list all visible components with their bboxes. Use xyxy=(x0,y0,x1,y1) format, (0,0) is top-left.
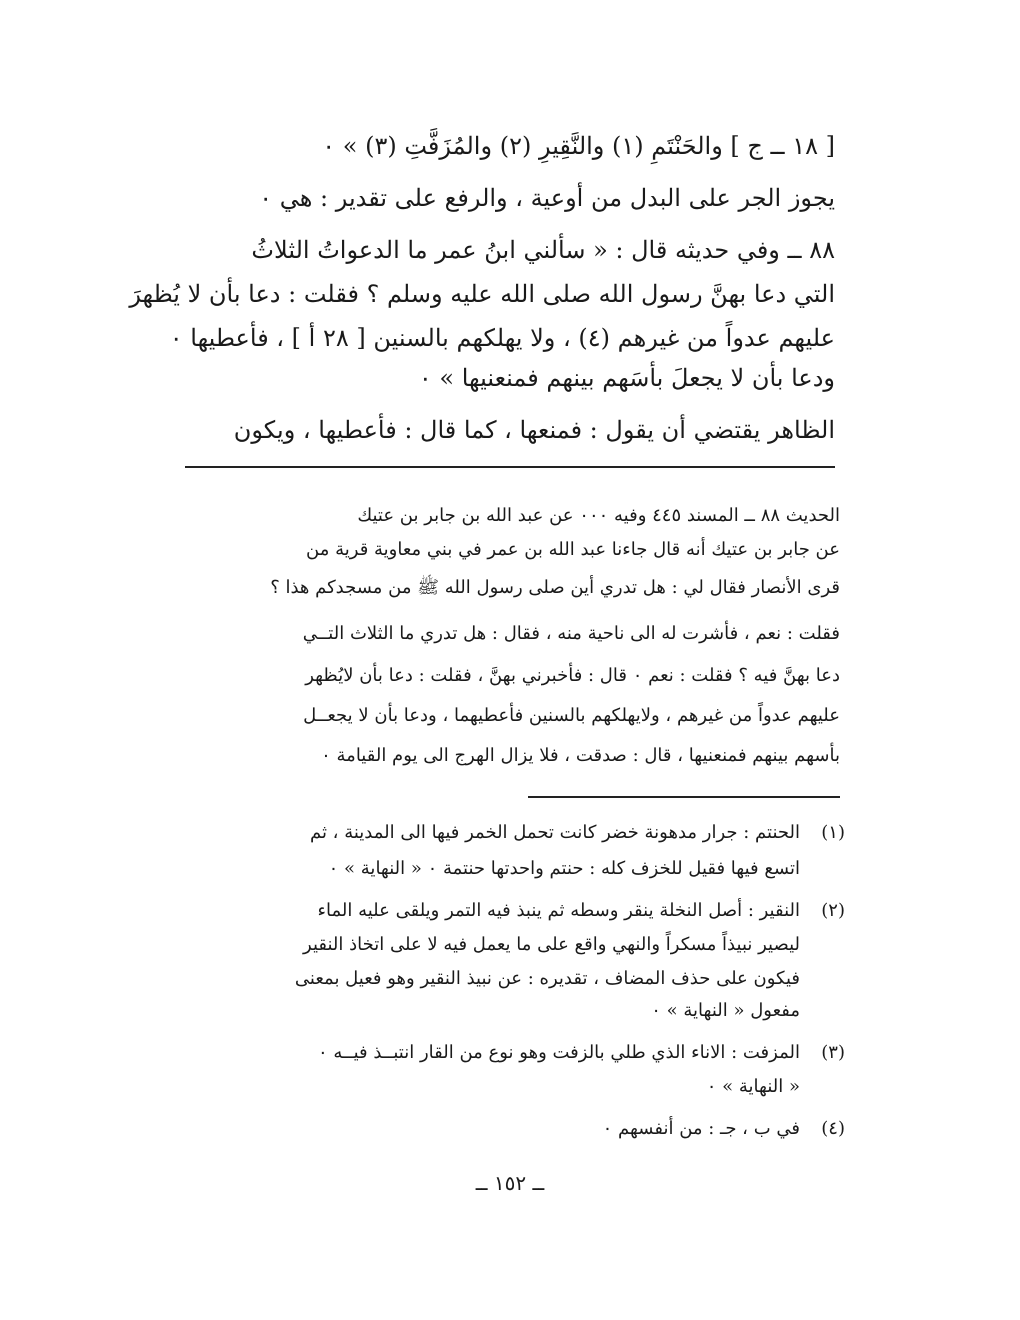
hadith-note-line: الحديث ٨٨ ــ المسند ٤٤٥ وفيه ٠٠٠ عن عبد الله بن جابر بن عتيك xyxy=(357,505,840,526)
main-text-line: الظاهر يقتضي أن يقول : فمنعها ، كما قال : فأعطيها ، ويكون xyxy=(233,416,835,444)
main-text-line: عليهم عدواً من غيرهم (٤) ، ولا يهلكهم بالسنين [ ٢٨ أ ] ، فأعطيها ٠ xyxy=(169,324,835,352)
footnote-line: في ب ، جـ : من أنفسهم ٠ xyxy=(602,1118,800,1139)
main-text-line: يجوز الجر على البدل من أوعية ، والرفع على تقدير : هي ٠ xyxy=(259,184,835,212)
section-divider xyxy=(185,466,835,468)
footnote-line: « النهاية » ٠ xyxy=(706,1076,800,1097)
footnote-line: فيكون على حذف المضاف ، تقديره : عن نبيذ النقير وهو فعيل بمعنى xyxy=(294,968,800,989)
main-text-line: ودعا بأن لا يجعلَ بأسَهم بينهم فمنعنيها » ٠ xyxy=(418,364,835,392)
footnote-line: المزفت : الاناء الذي طلي بالزفت وهو نوع من القار انتبــذ فيــه ٠ xyxy=(318,1042,800,1063)
hadith-note-line: دعا بهنَّ فيه ؟ فقلت : نعم ٠ قال : فأخبرني بهنَّ ، فقلت : دعا بأن لايُظهر xyxy=(305,665,840,686)
footnote-number: (٣) xyxy=(821,1042,845,1063)
footnote-number: (٤) xyxy=(821,1118,845,1139)
footnote-line: اتسع فيها فقيل للخزف كله : حنتم واحدتها حنتمة ٠ « النهاية » ٠ xyxy=(328,858,800,879)
footnote-line: مفعول « النهاية » ٠ xyxy=(651,1000,800,1021)
main-text-line: التي دعا بهنَّ رسول الله صلى الله عليه وسلم ؟ فقلت : دعا بأن لا يُظهرَ xyxy=(129,280,835,308)
hadith-note-line: عليهم عدواً من غيرهم ، ولايهلكهم بالسنين فأعطيهما ، ودعا بأن لا يجعــل xyxy=(303,705,840,726)
footnote-divider xyxy=(528,796,840,798)
footnote-line: الحنتم : جرار مدهونة خضر كانت تحمل الخمر فيها الى المدينة ، ثم xyxy=(309,822,800,843)
hadith-note-line: قرى الأنصار فقال لي : هل تدري أين صلى رسول الله ﷺ من مسجدكم هذا ؟ xyxy=(270,577,840,598)
page-number: ــ ١٥٢ ــ xyxy=(475,1171,545,1195)
footnote-line: النقير : أصل النخلة ينقر وسطه ثم ينبذ فيه التمر ويلقى عليه الماء xyxy=(317,900,800,921)
main-text-line: ٨٨ ــ وفي حديثه قال : « سألني ابنُ عمر ما الدعواتُ الثلاثُ xyxy=(251,236,835,264)
main-text-line: [ ١٨ ــ ج ] والحَنْتَمِ (١) والنَّقِيرِ (٢) والمُزَفَّتِ (٣) » ٠ xyxy=(322,132,835,160)
footnote-number: (٢) xyxy=(821,900,845,921)
footnote-number: (١) xyxy=(821,822,845,843)
hadith-note-line: بأسهم بينهم فمنعنيها ، قال : صدقت ، فلا يزال الهرج الى يوم القيامة ٠ xyxy=(321,745,840,766)
footnote-line: ليصير نبيذاً مسكراً والنهي واقع على ما يعمل فيه لا على اتخاذ النقير xyxy=(303,934,800,955)
hadith-note-line: عن جابر بن عتيك أنه قال جاءنا عبد الله بن عمر في بني معاوية قرية من xyxy=(306,539,840,560)
hadith-note-line: فقلت : نعم ، فأشرت له الى ناحية منه ، فقال : هل تدري ما الثلاث التــي xyxy=(302,623,840,644)
